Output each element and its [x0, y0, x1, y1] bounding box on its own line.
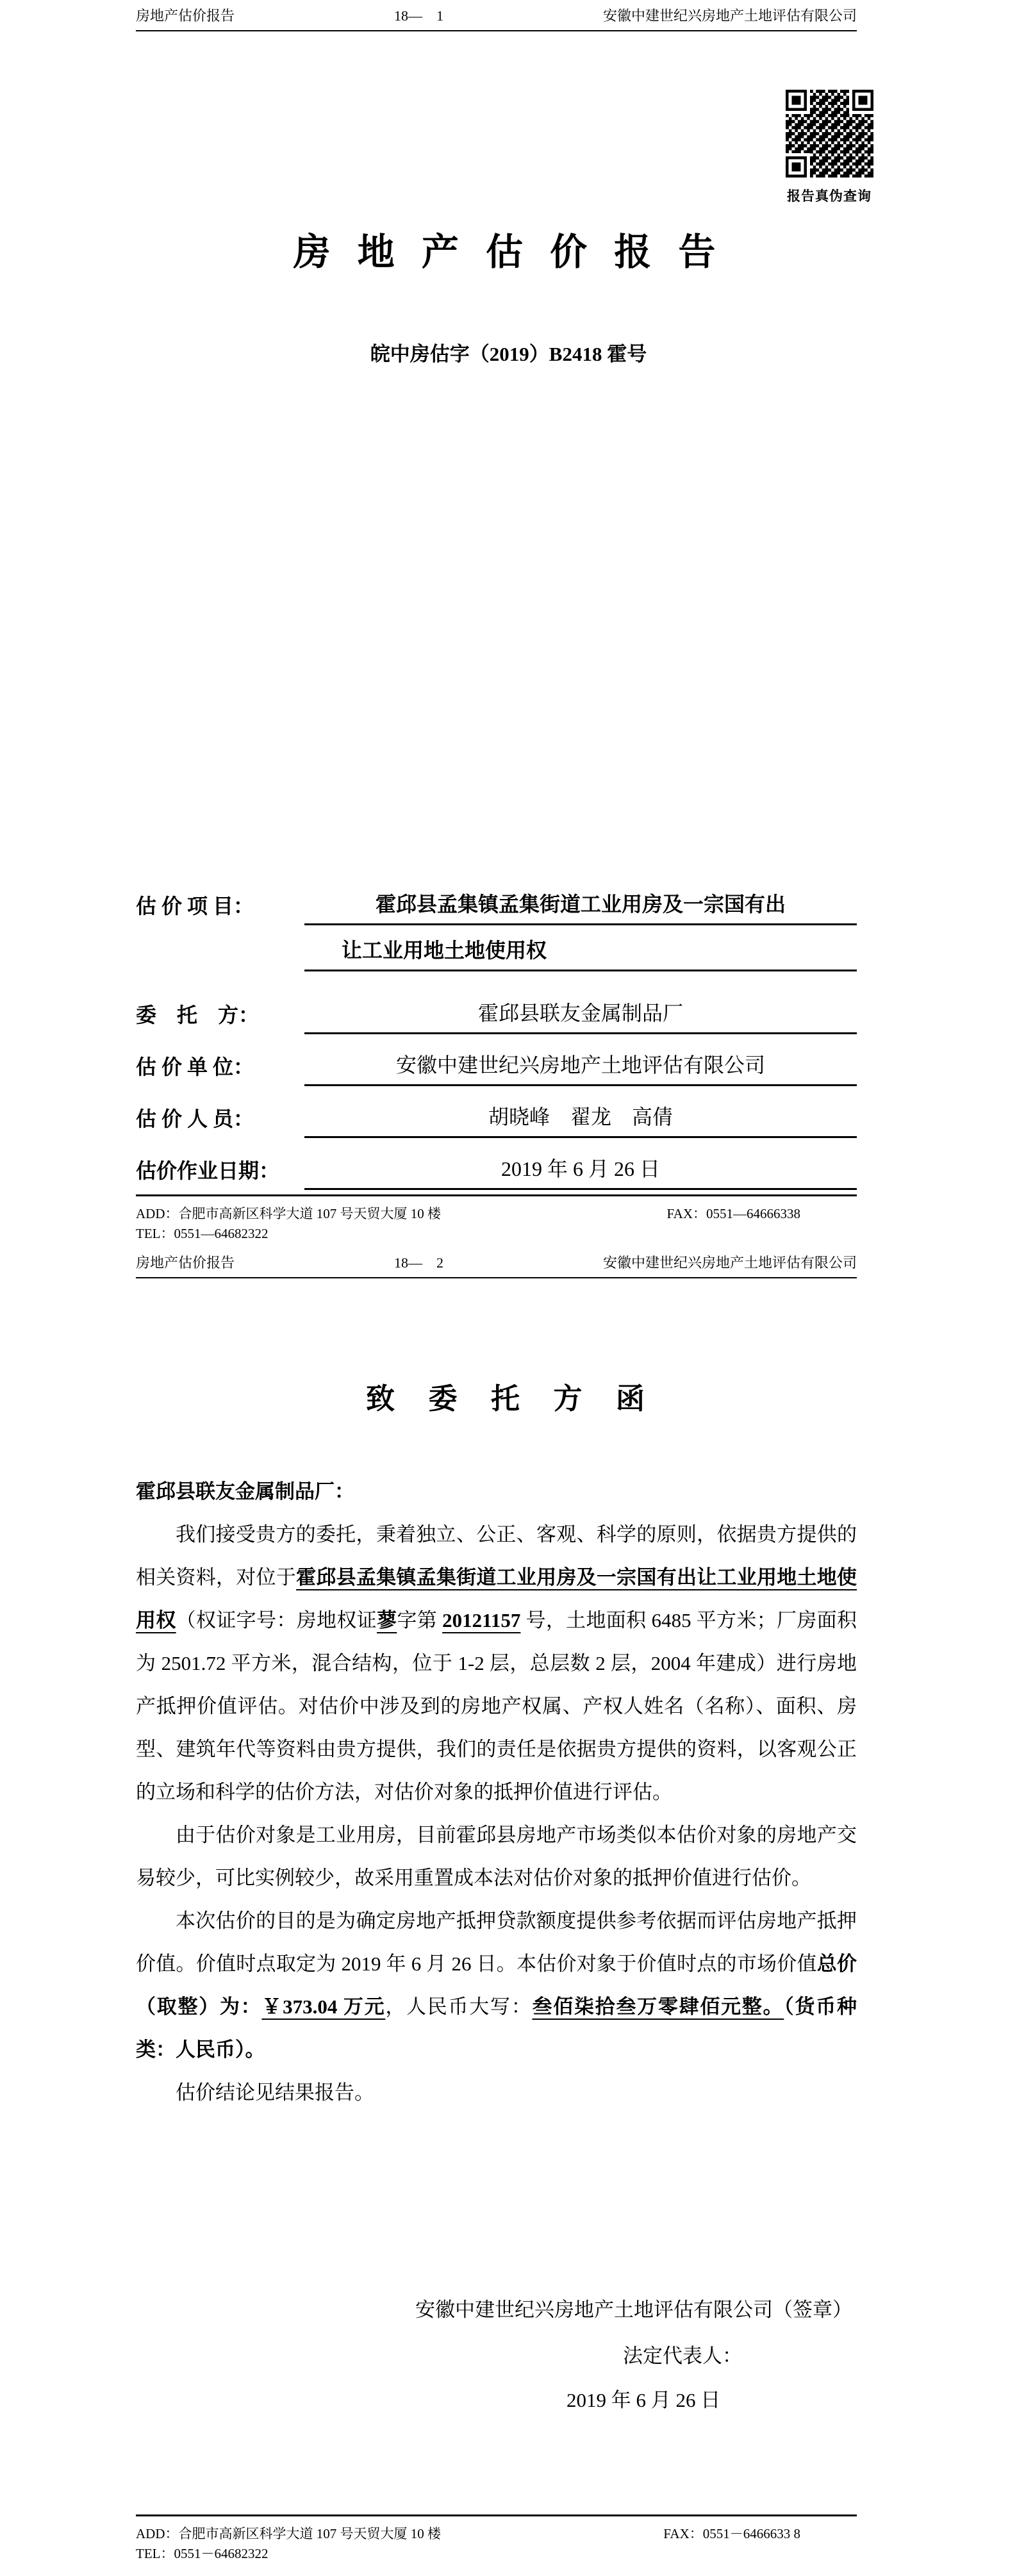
- field-project-label-spacer: [136, 966, 304, 971]
- field-agency-row: [136, 1052, 857, 1086]
- letter-paragraph-2: 由于估价对象是工业用房，目前霍邱县房地产市场类似本估价对象的房地产交易较少，可比实例较少，故采用重置成本法对估价对象的抵押价值进行估价。: [136, 1824, 857, 1889]
- property-name: 霍邱县孟集镇孟集街道工业用房及一宗国有出让工业用地土地使用权: [136, 1566, 857, 1631]
- header-company-name: 安徽中建世纪兴房地产土地评估有限公司: [602, 8, 857, 24]
- para1-cert-mid: 字第: [397, 1609, 443, 1631]
- field-client-label: 委 托 方：: [136, 1003, 260, 1027]
- page1-footer-row1: [136, 1204, 857, 1224]
- footer-address: ADD：合肥市高新区科学大道 107 号天贸大厦 10 楼: [136, 2526, 441, 2541]
- cover-form: [136, 891, 857, 1207]
- para3-lead: 本次估价的目的是为确定房地产抵押贷款额度提供参考依据而评估房地产抵押价值。价值时点取定为 2019 年 6 月 26 日。本估价对象于价值时点的市场价值: [136, 1910, 857, 1975]
- field-staff-label: 估 价 人 员：: [136, 1107, 254, 1130]
- total-price-label: 总价（取整）为：: [136, 1953, 857, 2018]
- page2-header: [136, 1255, 857, 1278]
- footer-address: ADD：合肥市高新区科学大道 107 号天贸大厦 10 楼: [136, 1206, 441, 1221]
- letter-title: 致 委 托 方 函: [365, 1383, 651, 1415]
- field-project-row1: [136, 891, 857, 925]
- footer-tel: TEL：0551－64682322: [136, 2546, 269, 2561]
- letter-paragraph-1: [136, 1513, 857, 1813]
- page2-footer: [136, 2514, 857, 2564]
- currency-note: （货币种类：人民币）。: [136, 1995, 857, 2061]
- letter-paragraph-3: [136, 1899, 857, 2071]
- field-agency-label: 估 价 单 位：: [136, 1055, 254, 1078]
- page1-footer: [136, 1194, 857, 1244]
- header-doc-title: 房地产估价报告: [136, 8, 235, 24]
- header-page-number: 18— 1: [394, 8, 443, 24]
- report-number: 皖中房估字（2019）B2418 霍号: [370, 343, 647, 365]
- signature-legal-rep: 法定代表人：: [623, 2345, 742, 2367]
- field-date-label: 估价作业日期：: [136, 1159, 280, 1182]
- header-doc-title: 房地产估价报告: [136, 1255, 235, 1271]
- signature-company: 安徽中建世纪兴房地产土地评估有限公司（签章）: [415, 2299, 852, 2321]
- header-page-number: 18— 2: [394, 1255, 443, 1271]
- letter-salutation: 霍邱县联友金属制品厂：: [136, 1480, 354, 1503]
- amount-figure: ￥373.04 万元: [261, 1995, 386, 2018]
- page1-header: [136, 8, 857, 31]
- para3-mid: ，人民币大写：: [385, 1995, 533, 2018]
- field-client-value: 霍邱县联友金属制品厂: [304, 1000, 857, 1034]
- field-project-value-line2: 让工业用地土地使用权: [304, 937, 857, 971]
- qr-code: [786, 90, 873, 178]
- signature-date: 2019 年 6 月 26 日: [566, 2389, 721, 2411]
- amount-words: 叁佰柒拾叁万零肆佰元整。: [532, 1995, 784, 2018]
- cert-number: 20121157: [442, 1609, 521, 1631]
- para1-lead: 我们接受贵方的委托，秉着独立、公正、客观、科学的原则，依据贵方提供的相关资料，对位于: [136, 1523, 857, 1589]
- page2-footer-row1: [136, 2524, 857, 2544]
- field-project-row2: [136, 937, 857, 971]
- qr-verification-block: [784, 90, 874, 205]
- para1-cert-lead: （权证字号：房地权证: [176, 1609, 377, 1631]
- field-staff-row: [136, 1103, 857, 1138]
- header-company-name: 安徽中建世纪兴房地产土地评估有限公司: [602, 1255, 857, 1271]
- footer-fax: FAX：0551—64666338: [666, 1206, 800, 1221]
- report-title: 房 地 产 估 价 报 告: [293, 231, 724, 273]
- field-project-label: 估 价 项 目：: [136, 895, 254, 918]
- para1-tail: 号，土地面积 6485 平方米；厂房面积为 2501.72 平方米，混合结构，位于 1-2 层，总层数 2 层，2004 年建成）进行房地产抵押价值评估。对估价中涉及到的房地产权属、产权人姓名（名称）、面积、房型、建筑年代等资料由贵方提供，我们的责任是依据贵方提供的资料，以客观公正的立场和科学的估价方法，对估价对象的抵押价值进行评估。: [136, 1609, 857, 1803]
- letter-body: [136, 1470, 857, 2114]
- field-agency-value: 安徽中建世纪兴房地产土地评估有限公司: [304, 1052, 857, 1086]
- qr-caption: 报告真伪查询: [787, 188, 872, 204]
- field-date-row: [136, 1155, 857, 1190]
- field-project-value-line1: 霍邱县孟集镇孟集街道工业用房及一宗国有出: [304, 891, 857, 925]
- cert-prefix: 蓼: [377, 1609, 397, 1631]
- field-client-row: [136, 1000, 857, 1034]
- field-date-value: 2019 年 6 月 26 日: [304, 1155, 857, 1190]
- letter-paragraph-4: 估价结论见结果报告。: [176, 2081, 374, 2104]
- field-staff-value: 胡晓峰 翟龙 高倩: [304, 1103, 857, 1138]
- footer-fax: FAX：0551－6466633 8: [663, 2526, 800, 2541]
- footer-tel: TEL：0551—64682322: [136, 1226, 269, 1241]
